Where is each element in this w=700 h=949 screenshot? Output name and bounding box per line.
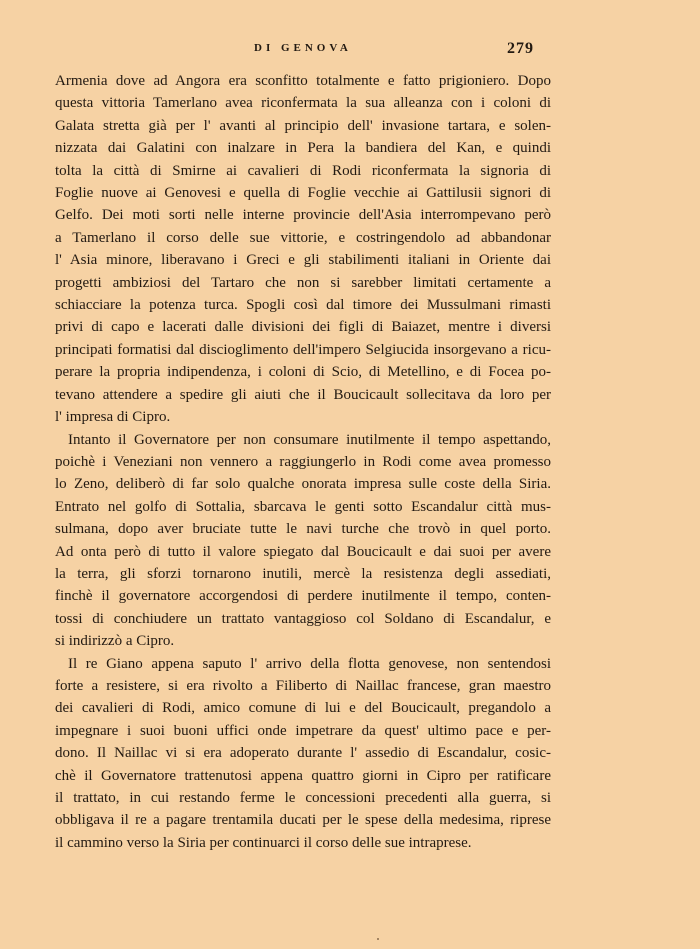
text-line: perare la propria indipendenza, i coloni di Scio, di Metellino, e di Focea po- bbox=[55, 364, 551, 381]
body-text bbox=[55, 70, 551, 854]
page-number: 279 bbox=[507, 40, 534, 57]
text-line: l' Asia minore, liberavano i Greci e gli stabilimenti italiani in Oriente dai bbox=[55, 252, 551, 269]
paragraph bbox=[55, 653, 551, 855]
text-line: tolta la città di Smirne ai cavalieri di Rodi riconfermata la signoria di bbox=[55, 162, 551, 179]
text-line: il trattato, in cui restando ferme le concessioni precedenti alla guerra, si bbox=[55, 790, 551, 806]
text-line: Gelfo. Dei moti sorti nelle interne provincie dell'Asia interrompevano però bbox=[55, 207, 551, 224]
text-line: nizzata dai Galatini con inalzare in Pera la bandiera del Kan, e quindi bbox=[55, 140, 551, 157]
text-line: l' impresa di Cipro. bbox=[55, 409, 171, 426]
running-head bbox=[0, 40, 700, 60]
text-line: a Tamerlano il corso delle sue vittorie, e costringendolo ad abbandonar bbox=[55, 229, 551, 246]
text-line: schiacciare la potenza turca. Spogli così dal timore dei Mussulmani rimasti bbox=[55, 297, 551, 314]
text-line: chè il Governatore trattenutosi appena quattro giorni in Cipro per ratificare bbox=[55, 767, 551, 784]
text-line: forte a resistere, si era rivolto a Filiberto di Naillac francese, gran maestro bbox=[55, 677, 551, 694]
print-speck bbox=[377, 938, 379, 940]
text-line: principati formatisi dal discioglimento dell'impero Selgiucida insorgevano a ricu- bbox=[55, 341, 551, 358]
text-line: progetti ambiziosi del Tartaro che non si sarebber limitati certamente a bbox=[55, 274, 551, 291]
text-line: dei cavalieri di Rodi, amico comune di lui e del Boucicault, pregandolo a bbox=[55, 700, 551, 717]
text-line: poichè i Veneziani non vennero a raggiungerlo in Rodi come avea promesso bbox=[55, 453, 551, 470]
text-line: finchè il governatore accorgendosi di perdere inutilmente il tempo, conten- bbox=[55, 588, 551, 605]
running-title: DI GENOVA bbox=[254, 42, 352, 54]
text-line: Foglie nuove ai Genovesi e quella di Foglie vecchie ai Gattilusii signori di bbox=[55, 185, 551, 202]
text-line: Entrato nel golfo di Sottalia, sbarcava le genti sotto Escandalur città mus- bbox=[55, 498, 551, 515]
text-line: Il re Giano appena saputo l' arrivo della flotta genovese, non sentendosi bbox=[68, 655, 551, 672]
paragraph bbox=[55, 429, 551, 653]
text-line: la terra, gli sforzi tornarono inutili, mercè la resistenza degli assediati, bbox=[55, 565, 551, 582]
text-line: Intanto il Governatore per non consumare inutilmente il tempo aspettando, bbox=[68, 431, 551, 448]
text-line: Galata stretta già per l' avanti al principio dell' invasione tartara, e solen- bbox=[55, 117, 551, 134]
text-line: Ad onta però di tutto il valore spiegato dal Boucicault e dai suoi per avere bbox=[55, 543, 551, 560]
paragraph bbox=[55, 70, 551, 429]
text-line: si indirizzò a Cipro. bbox=[55, 633, 175, 650]
text-line: tossi di conchiudere un trattato vantaggioso col Soldano di Escandalur, e bbox=[55, 610, 551, 627]
text-line: impegnare i suoi buoni uffici onde impetrare da quest' ultimo pace e per- bbox=[55, 722, 551, 739]
text-line: sulmana, dopo aver bruciate tutte le navi turche che trovò in quel porto. bbox=[55, 521, 551, 538]
text-line: privi di capo e lacerati dalle divisioni dei figli di Baiazet, mentre i diversi bbox=[55, 319, 551, 336]
text-line: lo Zeno, deliberò di far solo qualche onorata impresa sulle coste della Siria. bbox=[55, 476, 551, 493]
text-line: obbligava il re a pagare trentamila ducati per le spese della medesima, riprese bbox=[55, 812, 551, 829]
text-line: il cammino verso la Siria per continuarci il corso delle sue intraprese. bbox=[55, 834, 472, 851]
text-line: Armenia dove ad Angora era sconfitto totalmente e fatto prigioniero. Dopo bbox=[55, 73, 551, 89]
text-line: questa vittoria Tamerlano avea riconfermata la sua alleanza con i coloni di bbox=[55, 95, 551, 112]
text-line: dono. Il Naillac vi si era adoperato durante l' assedio di Escandalur, cosic- bbox=[55, 745, 551, 762]
text-line: tevano attendere a spedire gli aiuti che il Boucicault sollecitava da loro per bbox=[55, 386, 551, 403]
